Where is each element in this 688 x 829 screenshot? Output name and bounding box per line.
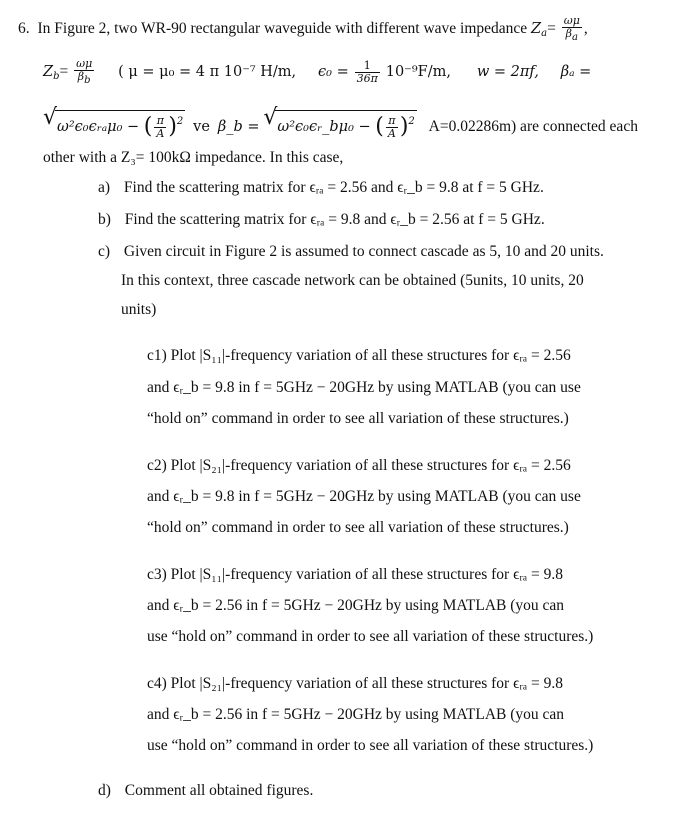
- omega-definition: w = 2πf,: [476, 64, 539, 81]
- a-value-text: A=0.02286m) are connected each: [428, 118, 638, 135]
- intro-text: In Figure 2, two WR-90 rectangular waveguide with different wave impedance: [37, 20, 528, 38]
- c2-line-2: and ϵᵣ_b = 9.8 in f = 5GHz − 20GHz by using MATLAB (you can use: [147, 488, 581, 505]
- comma: ,: [583, 20, 588, 38]
- c1-line-1: c1) Plot |S₁₁|-frequency variation of all these structures for ϵᵣₐ = 2.56: [147, 347, 571, 364]
- sqrt-b: √ ω²ϵ₀ϵᵣ_bμ₀ − ( $\frac{\pi}{A}$ )$^2$: [263, 105, 415, 140]
- za-fraction: $\frac{\omega\mu}{\beta_a}$: [563, 14, 580, 43]
- c3-line-3: use “hold on” command in order to see all variation of these structures.): [147, 628, 594, 645]
- ve-word: ve: [193, 119, 210, 135]
- part-c-label: c): [98, 243, 111, 260]
- part-c-line-1: Given circuit in Figure 2 is assumed to connect cascade as 5, 10 and 20 units.: [123, 243, 604, 260]
- sqrt-a: √ ω²ϵ₀ϵᵣₐμ₀ − ( $\frac{\pi}{A}$ )$^2$: [43, 105, 184, 140]
- part-c: [98, 242, 604, 262]
- problem-line-1: [18, 15, 588, 44]
- c2-line-3: “hold on” command in order to see all variation of these structures.): [147, 519, 569, 536]
- part-c-line-2: In this context, three cascade network can be obtained (5units, 10 units, 20: [121, 272, 584, 289]
- part-a-text: Find the scattering matrix for ϵᵣₐ = 2.56 and ϵᵣ_b = 9.8 at f = 5 GHz.: [123, 179, 544, 196]
- problem-line-4: other with a Z₃= 100kΩ impedance. In this case,: [43, 149, 344, 166]
- zb-symbol: $Z_b$: [43, 64, 60, 83]
- part-c-line-3: units): [121, 301, 157, 318]
- c4-line-2: and ϵᵣ_b = 2.56 in f = 5GHz − 20GHz by using MATLAB (you can: [147, 706, 565, 723]
- c3-line-1: c3) Plot |S₁₁|-frequency variation of all these structures for ϵᵣₐ = 9.8: [147, 566, 564, 583]
- problem-line-3: [43, 105, 638, 140]
- beta-a-definition: βₐ =: [560, 64, 592, 81]
- c3-line-2: and ϵᵣ_b = 2.56 in f = 5GHz − 20GHz by using MATLAB (you can: [147, 597, 565, 614]
- problem-number: 6.: [18, 20, 30, 38]
- equals: =: [547, 20, 556, 38]
- part-d-label: d): [98, 782, 111, 799]
- part-b: [98, 210, 545, 230]
- part-d: [98, 781, 313, 801]
- part-b-label: b): [98, 211, 111, 228]
- za-symbol: $Z_a$: [531, 21, 548, 40]
- c1-line-2: and ϵᵣ_b = 9.8 in f = 5GHz − 20GHz by using MATLAB (you can use: [147, 379, 581, 396]
- c4-line-3: use “hold on” command in order to see all variation of these structures.): [147, 737, 594, 754]
- c1-line-3: “hold on” command in order to see all variation of these structures.): [147, 410, 569, 427]
- part-b-text: Find the scattering matrix for ϵᵣₐ = 9.8 and ϵᵣ_b = 2.56 at f = 5 GHz.: [124, 211, 545, 228]
- beta-b-definition: β_b =: [217, 119, 260, 135]
- part-a: [98, 178, 544, 198]
- part-a-label: a): [98, 179, 111, 196]
- c4-line-1: c4) Plot |S₂₁|-frequency variation of all these structures for ϵᵣₐ = 9.8: [147, 675, 564, 692]
- eps0-definition-right: 10⁻⁹F/m,: [385, 64, 451, 81]
- c2-line-1: c2) Plot |S₂₁|-frequency variation of all these structures for ϵᵣₐ = 2.56: [147, 457, 571, 474]
- eps0-fraction: $\frac{1}{36\pi}$: [356, 59, 378, 85]
- part-d-text: Comment all obtained figures.: [124, 782, 314, 799]
- zb-fraction: $\frac{\omega\mu}{\beta_b}$: [76, 57, 93, 86]
- eps0-definition-left: ϵ₀ =: [318, 64, 349, 81]
- mu-definition: ( μ = μ₀ = 4 π 10⁻⁷ H/m,: [118, 64, 297, 81]
- problem-line-2: [43, 58, 591, 87]
- equals: =: [59, 63, 69, 81]
